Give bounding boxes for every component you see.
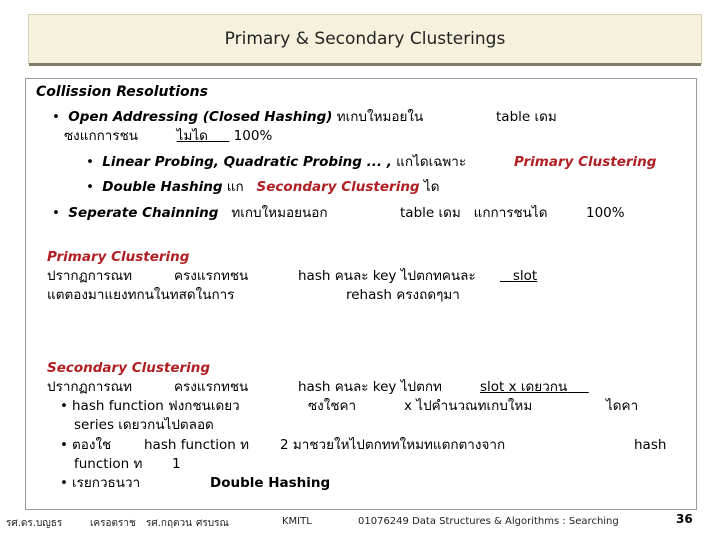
oa-thai1: ทเกบใหมอยใน: [336, 109, 424, 125]
footer-author3: รศ.กฤตวน: [146, 518, 192, 529]
sc-b2d: hash: [634, 437, 667, 453]
sep-thai1: ทเกบใหมอยนอก: [231, 205, 328, 221]
sep-thai2: แกการชนได: [473, 205, 548, 221]
footer-author2: เครอตราช: [90, 518, 136, 529]
sc-bullet1: [60, 397, 240, 415]
footer-author4: ศรบรณ: [196, 518, 229, 529]
oa-thai2: ซงแกการชน: [64, 128, 139, 144]
double-hashing-label: Double Hashing: [102, 179, 223, 195]
sep-table: table เดม: [400, 205, 461, 221]
lin-thai: แกไดเฉพาะ: [396, 154, 467, 170]
sc-b2b: hash function ท: [144, 437, 250, 453]
sc-b1c: x ไปคำนวณทเกบใหม: [404, 398, 533, 414]
slide-title: Primary & Secondary Clusterings: [224, 29, 506, 49]
pc-line1a: ปรากฏการณท: [47, 268, 133, 284]
sc-b1d: ไดคา: [606, 398, 639, 414]
separate-chaining-item: [52, 204, 328, 222]
page-number: 36: [676, 512, 693, 526]
oa-line2: [64, 127, 272, 145]
pc-slot-text: slot: [512, 268, 538, 284]
sc-b2f: 1: [172, 456, 181, 472]
pc-line2a: แตตองมาแยงทกนในทสดในการ: [47, 287, 235, 303]
dh-thai2: ได: [423, 179, 440, 195]
oa-pct: 100%: [233, 128, 273, 144]
sc-bullet3: [60, 474, 140, 492]
primary-clustering-ref: Primary Clustering: [514, 154, 657, 170]
sc-line1b: ครงแรกทชน: [174, 379, 249, 395]
pc-line2b: rehash ครงถดๆมา: [346, 287, 460, 303]
separate-chaining-label: Seperate Chainning: [68, 205, 219, 221]
sc-b2c: 2 มาชวยใหไปตกททใหมทแตกตางจาก: [280, 437, 506, 453]
sc-line1d: [480, 378, 589, 396]
secondary-clustering-ref: Secondary Clustering: [256, 179, 420, 195]
dh-thai1: แก: [226, 179, 244, 195]
double-hashing-item: [86, 178, 439, 196]
sc-line1c: hash คนละ key ไปตกท: [298, 379, 442, 395]
title-band: [28, 14, 702, 64]
sc-b2e: function ท: [74, 456, 143, 472]
sc-line1d-text: slot x เดยวกน: [480, 379, 568, 395]
pc-slot: [500, 267, 537, 285]
sc-b1e: series เดยวกนไปตลอด: [74, 417, 214, 433]
sc-b1a: hash function ฟงกชนเดยว: [72, 398, 240, 414]
open-addressing-label: Open Addressing (Closed Hashing): [68, 109, 333, 125]
linear-probing-label: Linear Probing, Quadratic Probing ... ,: [102, 154, 392, 170]
footer-course: 01076249 Data Structures & Algorithms : Searching: [358, 516, 619, 527]
sc-line1a: ปรากฏการณท: [47, 379, 133, 395]
sc-b1b: ซงใชคา: [308, 398, 357, 414]
sc-b2a: ตองใช: [72, 437, 112, 453]
open-addressing-item: [52, 108, 423, 126]
linear-probing-item: [86, 153, 466, 171]
secondary-clustering-title: Secondary Clustering: [47, 360, 211, 376]
sc-bullet2: [60, 436, 111, 454]
footer-author1: รศ.ดร.บญธร: [6, 518, 63, 529]
heading: Collission Resolutions: [36, 84, 208, 100]
sep-line-right: [400, 204, 547, 222]
pc-line1b: ครงแรกทชน: [174, 268, 249, 284]
sc-b3a: เรยกวธนวา: [72, 475, 141, 491]
footer-institution: KMITL: [282, 516, 312, 527]
sep-pct: 100%: [586, 205, 625, 221]
sc-b3b: Double Hashing: [210, 475, 331, 491]
primary-clustering-title: Primary Clustering: [47, 249, 190, 265]
pc-line1c: hash คนละ key ไปตกทคนละ: [298, 268, 476, 284]
oa-table: table เดม: [496, 109, 557, 125]
oa-notok: ไมได: [176, 128, 208, 144]
